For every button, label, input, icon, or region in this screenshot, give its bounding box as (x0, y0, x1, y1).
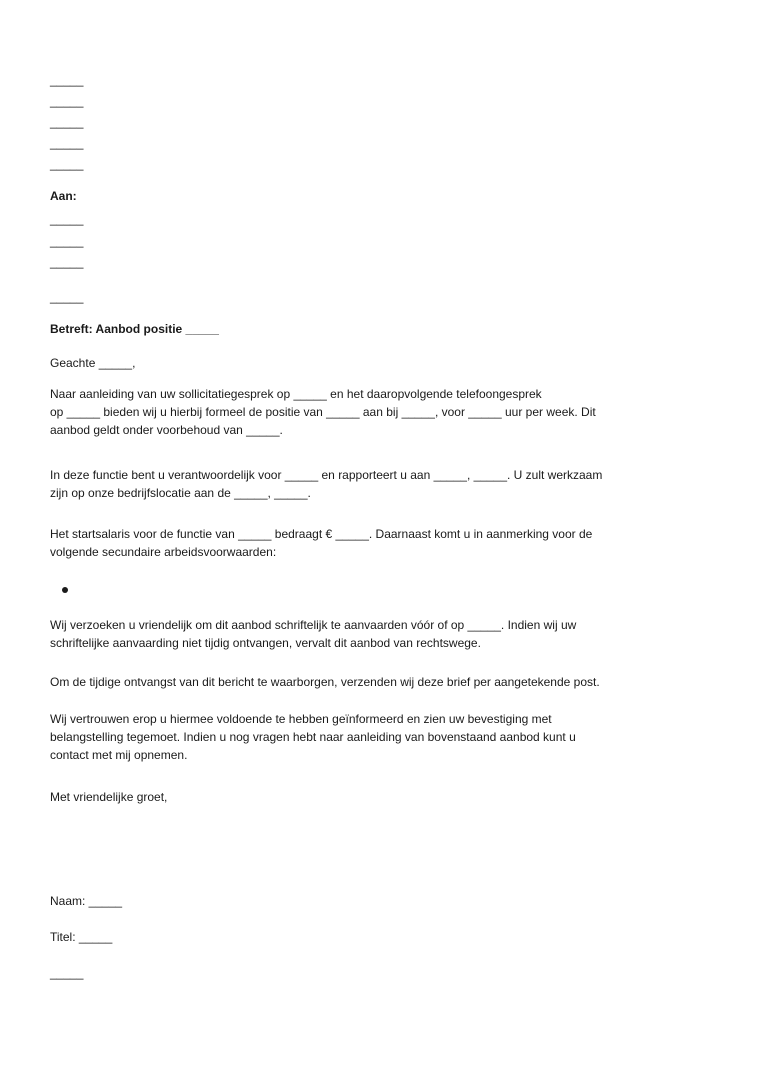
sender-line-1: _____ (50, 73, 84, 87)
letter-salutation: Geachte _____, (50, 356, 136, 370)
paragraph-line: volgende secundaire arbeidsvoorwaarden: (50, 545, 277, 559)
paragraph-line: Om de tijdige ontvangst van dit bericht te waarborgen, verzenden wij deze brief per aangetekende post. (50, 675, 600, 689)
paragraph-closing-remarks (50, 710, 710, 764)
paragraph-line: Wij verzoeken u vriendelijk om dit aanbod schriftelijk te aanvaarden vóór of op _____. Indien wij uw (50, 618, 577, 632)
paragraph-line: contact met mij opnemen. (50, 748, 188, 762)
paragraph-salary (50, 525, 710, 561)
recipient-heading: Aan: (50, 189, 77, 203)
signature-title: Titel: _____ (50, 930, 113, 944)
recipient-line-1: _____ (50, 212, 84, 226)
paragraph-line: op _____ bieden wij u hierbij formeel de positie van _____ aan bij _____, voor _____ uur per week. Dit (50, 405, 596, 419)
signature-extra: _____ (50, 966, 84, 980)
paragraph-acceptance (50, 616, 710, 652)
paragraph-line: schriftelijke aanvaarding niet tijdig ontvangen, vervalt dit aanbod van rechtswege. (50, 636, 481, 650)
paragraph-line: aanbod geldt onder voorbehoud van _____. (50, 423, 283, 437)
paragraph-line: belangstelling tegemoet. Indien u nog vragen hebt naar aanleiding van bovenstaand aanbod kunt u (50, 730, 576, 744)
sender-line-5: _____ (50, 157, 84, 171)
recipient-line-2: _____ (50, 234, 84, 248)
recipient-line-3: _____ (50, 255, 84, 269)
signature-name: Naam: _____ (50, 894, 123, 908)
letter-subject: Betreft: Aanbod positie _____ (50, 322, 219, 336)
paragraph-responsibilities (50, 466, 710, 502)
paragraph-line: Het startsalaris voor de functie van _____ bedraagt € _____. Daarnaast komt u in aanmerking voor de (50, 527, 593, 541)
letter-closing: Met vriendelijke groet, (50, 790, 168, 804)
paragraph-registered-mail (50, 673, 710, 691)
bullet-point-empty (62, 587, 68, 593)
paragraph-interview (50, 385, 710, 439)
paragraph-line: In deze functie bent u verantwoordelijk voor _____ en rapporteert u aan _____, _____. U zult werkzaam (50, 468, 603, 482)
paragraph-line: zijn op onze bedrijfslocatie aan de _____, _____. (50, 486, 311, 500)
sender-line-3: _____ (50, 115, 84, 129)
sender-line-2: _____ (50, 94, 84, 108)
sender-line-4: _____ (50, 136, 84, 150)
paragraph-line: Naar aanleiding van uw sollicitatiegesprek op _____ en het daaropvolgende telefoongesprek (50, 387, 542, 401)
paragraph-line: Wij vertrouwen erop u hiermee voldoende te hebben geïnformeerd en zien uw bevestiging met (50, 712, 552, 726)
letter-date: _____ (50, 290, 84, 304)
